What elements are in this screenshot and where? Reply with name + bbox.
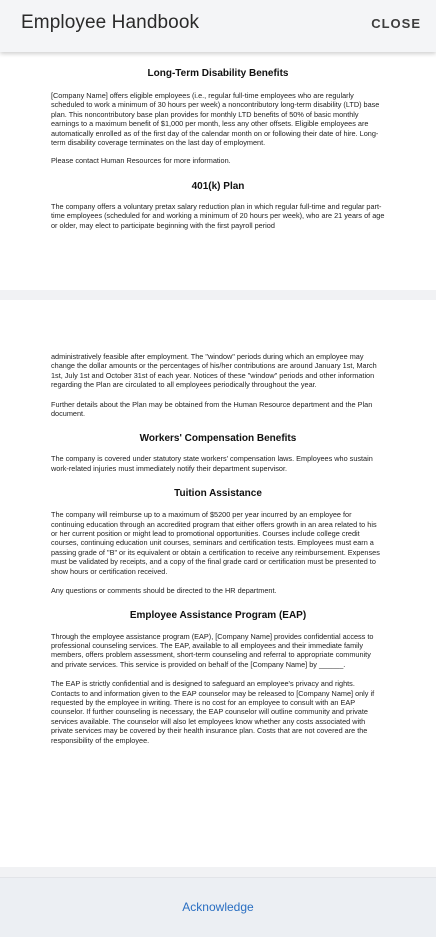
ltd-paragraph-1: [Company Name] offers eligible employees (i.e., regular full-time employees who are regularly scheduled to work a minimum of 30 hours per week) a noncontributory long-term disability (LTD) base plan. This noncontributory base plan provides for monthly LTD benefits of 50% of basic monthly earnings to a maximum benefit of $1,000 per month, less any other offsets. Eligible employees are automatically enrolled as of the first day of the calendar month on or following their date of hire. Long-term disability coverage terminates on the last day of employment. (51, 91, 380, 148)
wc-paragraph-1: The company is covered under statutory state workers' compensation laws. Employees who sustain work-related injuries must immediately notify their department supervisor. (51, 454, 373, 473)
document-page-1 (0, 52, 436, 290)
eap-paragraph-1: Through the employee assistance program (EAP), [Company Name] provides confidential access to professional counseling services. The EAP, available to all employees and their immediate family members, offers problem assessment, short-term counseling and referral to appropriate community and private services. This service is provided on behalf of the [Company Name] by ______. (51, 631, 374, 669)
page-title: Employee Handbook (21, 12, 200, 33)
close-button[interactable]: CLOSE (371, 16, 421, 31)
app-header (0, 0, 436, 52)
ta-paragraph-2: Any questions or comments should be directed to the HR department. (51, 586, 277, 596)
section-title-eap: Employee Assistance Program (EAP) (129, 609, 307, 621)
eap-paragraph-2: The EAP is strictly confidential and is designed to safeguard an employee's privacy and rights. Contacts to and information given to the EAP counselor may be released to [Company Name] only if requested by the employee in writing. There is no cost for an employee to consult with an EAP counselor. If further counseling is necessary, the EAP counselor will outline community and private services available. The counselor will also let employees know whether any costs associated with private services may be covered by their health insurance plan. Costs that are not covered are the responsibility of the employee. (51, 679, 375, 745)
section-title-ltd: Long-Term Disability Benefits (147, 68, 289, 79)
k401-paragraph-continued: administratively feasible after employment. The "window" periods during which an employee may change the dollar amounts or the percentages of his/her contributions are around January 1st, March 1st, July 1st and October 31st of each year. Notices of these "window" periods and other information regarding the Plan are circulated to all employees periodically throughout the year. (51, 352, 377, 390)
section-title-tuition: Tuition Assistance (174, 488, 262, 500)
k401-paragraph-1: The company offers a voluntary pretax salary reduction plan in which regular full-time and regular part-time employees (scheduled for and working a minimum of 20 hours per week), who are 21 years of age or older, may elect to participate beginning with the first payroll period (51, 201, 385, 230)
ltd-paragraph-2: Please contact Human Resources for more information. (51, 156, 231, 166)
ta-paragraph-1: The company will reimburse up to a maximum of $5200 per year incurred by an employee for continuing education through an accredited program that either offers growth in an area related to his or her current position or might lead to promotional opportunities. Courses include college credit courses, continuing education unit courses, seminars and certification tests. Employees must earn a passing grade of "B" or its equivalent or obtain a certification to receive any reimbursement. Expenses must be validated by receipts, and a copy of the final grade card or certification must be presented to show hours or certification received. (51, 510, 380, 576)
footer-bar (0, 877, 436, 937)
acknowledge-button[interactable]: Acknowledge (0, 900, 436, 914)
section-title-workers-comp: Workers' Compensation Benefits (139, 433, 297, 445)
section-title-401k: 401(k) Plan (191, 180, 245, 192)
document-page-2 (0, 300, 436, 867)
k401-paragraph-2: Further details about the Plan may be obtained from the Human Resource department and the Plan document. (51, 399, 373, 419)
